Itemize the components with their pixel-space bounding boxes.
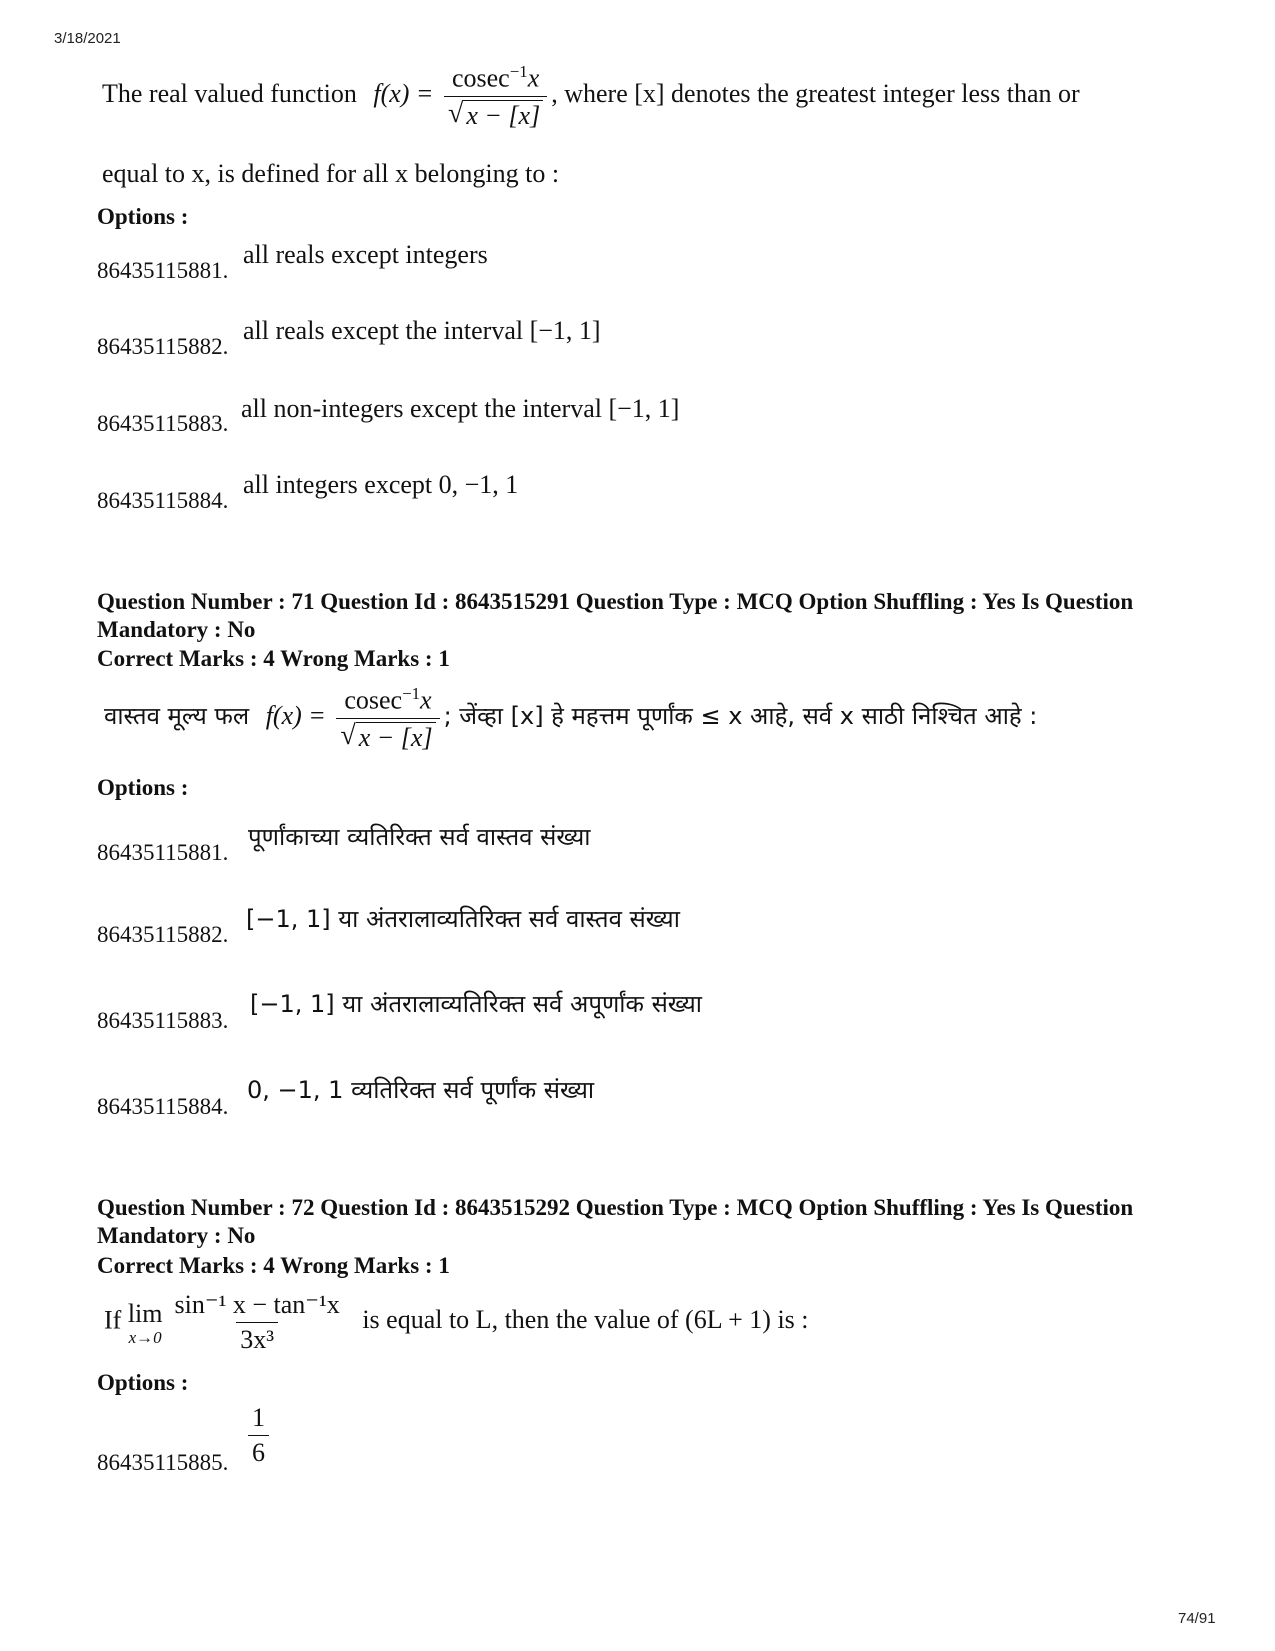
print-date: 3/18/2021 — [54, 30, 121, 47]
q72-marks: Correct Marks : 4 Wrong Marks : 1 — [97, 1253, 450, 1278]
sqrt-icon: √ — [340, 719, 356, 751]
q72-stem-after: is equal to L, then the value of (6L + 1) is : — [362, 1305, 809, 1335]
q72-option-1-fraction: $\frac{1}{6}$ — [248, 1403, 269, 1468]
q71-option-3-id: 86435115883. — [97, 1008, 229, 1033]
q70-stem-intro: The real valued function — [102, 79, 357, 109]
q70-option-4-id: 86435115884. — [97, 488, 229, 513]
q71-option-2-text[interactable]: [−1, 1] या अंतरालाव्यतिरिक्त सर्व वास्तव संख्या — [246, 905, 680, 933]
q71-options-label: Options : — [97, 775, 189, 800]
q70-option-1-text[interactable]: all reals except integers — [243, 240, 488, 269]
q70-numerator: cosec$^{-1}$x — [451, 62, 540, 93]
q70-fraction — [444, 62, 547, 130]
q72-numerator: sin⁻¹ x − tan⁻¹x — [174, 1290, 340, 1319]
q72-option-1-id: 86435115885. — [97, 1450, 229, 1475]
sqrt-icon: √ — [447, 97, 464, 129]
q70-option-4-text[interactable]: all integers except 0, −1, 1 — [243, 470, 519, 499]
q70-stem-after: , where [x] denotes the greatest integer less than or — [551, 79, 1080, 109]
q71-option-2-id: 86435115882. — [97, 922, 229, 947]
q70-option-2-text[interactable]: all reals except the interval [−1, 1] — [243, 316, 601, 345]
q72-options-label: Options : — [97, 1370, 189, 1395]
q71-option-4-id: 86435115884. — [97, 1094, 229, 1119]
q71-option-1-text[interactable]: पूर्णांकाच्या व्यतिरिक्त सर्व वास्तव संख्या — [248, 823, 591, 851]
q71-fraction — [336, 684, 439, 752]
q70-option-1-id: 86435115881. — [97, 258, 229, 283]
q71-meta: Question Number : 71 Question Id : 8643515291 Question Type : MCQ Option Shuffling : Yes Is Question Mandatory : No — [97, 589, 1134, 642]
q71-stem — [104, 684, 1037, 752]
q70-option-3-text[interactable]: all non-integers except the interval [−1, 1] — [241, 394, 680, 423]
q71-option-3-text[interactable]: [−1, 1] या अंतरालाव्यतिरिक्त सर्व अपूर्णांक संख्या — [250, 990, 702, 1018]
q72-option-1-value[interactable] — [244, 1403, 273, 1468]
q71-option-1-id: 86435115881. — [97, 840, 229, 865]
q70-stem-line1 — [102, 62, 1080, 130]
q70-fx: f(x) = — [373, 79, 434, 109]
q71-stem-after: ; जेंव्हा [x] हे महत्तम पूर्णांक ≤ x आहे, सर्व x साठी निश्चित आहे : — [443, 702, 1038, 731]
q72-stem — [104, 1290, 809, 1355]
q72-denominator: 3x³ — [236, 1322, 278, 1355]
q72-meta: Question Number : 72 Question Id : 8643515292 Question Type : MCQ Option Shuffling : Yes Is Question Mandatory : No — [97, 1195, 1134, 1248]
q72-fraction — [171, 1290, 344, 1355]
q71-denominator: √ x − [x] — [336, 718, 439, 753]
q70-option-2-id: 86435115882. — [97, 334, 229, 359]
q71-fx: f(x) = — [265, 701, 326, 731]
q71-option-4-text[interactable]: 0, −1, 1 व्यतिरिक्त सर्व पूर्णांक संख्या — [247, 1076, 595, 1104]
q70-options-label: Options : — [97, 204, 189, 229]
q70-stem-line2: equal to x, is defined for all x belonging to : — [102, 159, 560, 188]
page-number: 74/91 — [1178, 1610, 1216, 1627]
q71-numerator: cosec$^{-1}$x — [344, 684, 432, 715]
q71-stem-intro: वास्तव मूल्य फल — [104, 702, 250, 731]
q70-option-3-id: 86435115883. — [97, 411, 229, 436]
q72-stem-if: If — [104, 1305, 122, 1335]
q70-denominator: √ x − [x] — [444, 96, 547, 131]
q71-marks: Correct Marks : 4 Wrong Marks : 1 — [97, 646, 450, 671]
q72-limit: lim x→0 — [127, 1299, 163, 1348]
